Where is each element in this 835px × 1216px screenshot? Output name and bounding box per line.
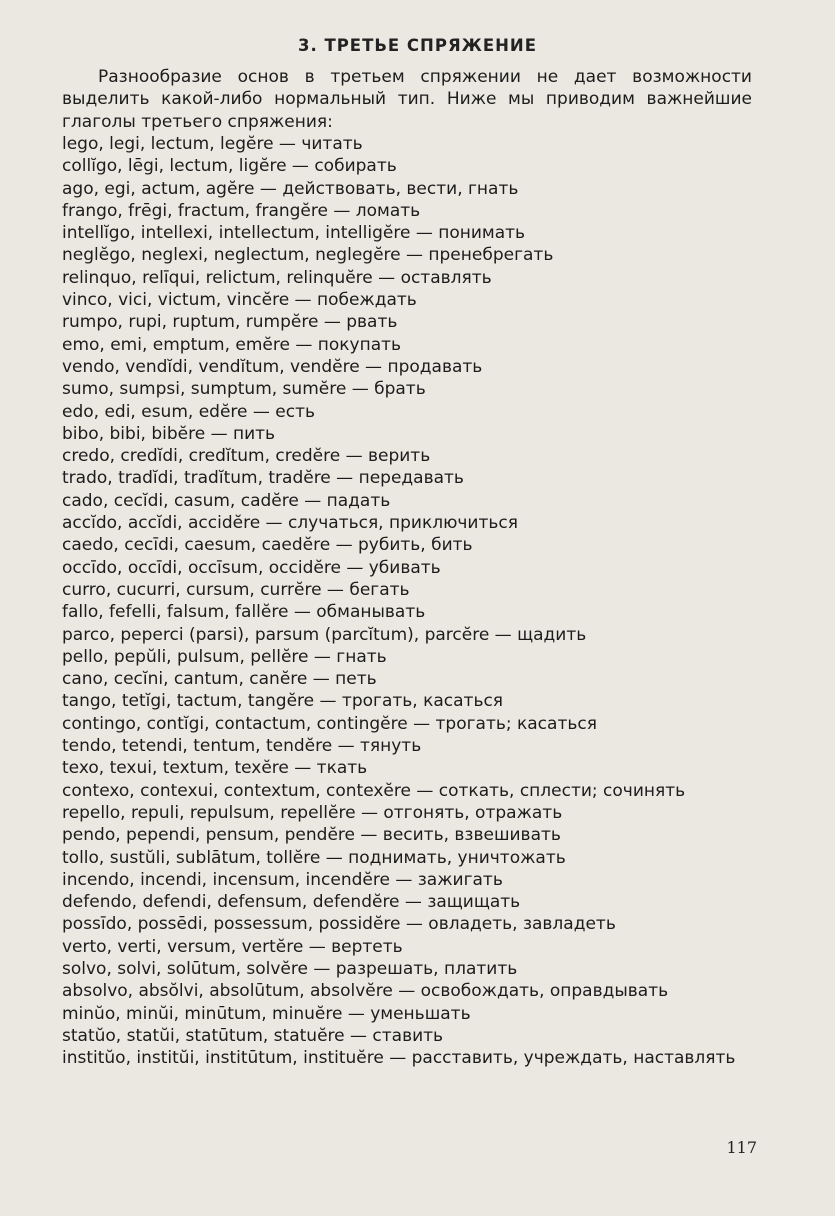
verb-entry: cano, cecĭni, cantum, canĕre — петь bbox=[62, 669, 377, 690]
section-heading: 3. ТРЕТЬЕ СПРЯЖЕНИЕ bbox=[297, 36, 538, 55]
page-number: 117 bbox=[726, 1138, 757, 1157]
verb-entry: contexo, contexui, contextum, contexĕre — соткать, сплести; сочинять bbox=[62, 780, 686, 801]
verb-entry: accĭdo, accĭdi, accidĕre — случаться, приключиться bbox=[62, 513, 518, 534]
intro-paragraph: Разнообразие основ в третьем спряжении не дает возможности выделить какой-либо нормальный тип. Ниже мы приводим важнейшие глаголы третьего спряжения: bbox=[62, 67, 752, 132]
verb-entry: credo, credĭdi, credĭtum, credĕre — верить bbox=[62, 446, 431, 467]
verb-entry: cado, cecĭdi, casum, cadĕre — падать bbox=[62, 490, 391, 511]
verb-entry: edo, edi, esum, edĕre — есть bbox=[62, 401, 316, 422]
verb-entry: trado, tradĭdi, tradĭtum, tradĕre — передавать bbox=[62, 468, 464, 489]
verb-entry: statŭo, statŭi, statūtum, statuĕre — ставить bbox=[62, 1025, 444, 1046]
verb-entry: institŭo, institŭi, institūtum, instituĕre — расставить, учреждать, наставлять bbox=[62, 1048, 736, 1069]
verb-entry: curro, cucurri, cursum, currĕre — бегать bbox=[62, 579, 410, 600]
verb-entry: tollo, sustŭli, sublātum, tollĕre — поднимать, уничтожать bbox=[62, 847, 566, 868]
verb-entry: pendo, pependi, pensum, pendĕre — весить, взвешивать bbox=[62, 825, 561, 846]
verb-entry: solvo, solvi, solūtum, solvĕre — разрешать, платить bbox=[62, 958, 518, 979]
verb-entry: sumo, sumpsi, sumptum, sumĕre — брать bbox=[62, 379, 426, 400]
verb-entry: contingo, contĭgi, contactum, contingĕre — трогать; касаться bbox=[62, 713, 597, 734]
verb-entry: bibo, bibi, bibĕre — пить bbox=[62, 423, 276, 444]
verb-entry: collĭgo, lēgi, lectum, ligĕre — собирать bbox=[62, 156, 397, 177]
verb-entry: fallo, fefelli, falsum, fallĕre — обманывать bbox=[62, 602, 426, 623]
verb-entry: relinquo, relīqui, relictum, relinquĕre — оставлять bbox=[62, 267, 492, 288]
verb-entry: vinco, vici, victum, vincĕre — побеждать bbox=[62, 290, 417, 311]
verb-entry: occīdo, occīdi, occīsum, occidĕre — убивать bbox=[62, 557, 441, 578]
verb-entry: parco, peperci (parsi), parsum (parcĭtum), parcĕre — щадить bbox=[62, 624, 587, 645]
verb-entry: emo, emi, emptum, emĕre — покупать bbox=[62, 334, 402, 355]
verb-entry: tango, tetĭgi, tactum, tangĕre — трогать, касаться bbox=[62, 691, 504, 712]
verb-entry: absolvo, absŏlvi, absolūtum, absolvĕre — освобождать, оправдывать bbox=[62, 981, 669, 1002]
verb-entry: pello, pepŭli, pulsum, pellĕre — гнать bbox=[62, 646, 387, 667]
verb-entry: minŭo, minŭi, minūtum, minuĕre — уменьшать bbox=[62, 1003, 471, 1024]
verb-entry: verto, verti, versum, vertĕre — вертеть bbox=[62, 936, 403, 957]
verb-entry: repello, repuli, repulsum, repellĕre — отгонять, отражать bbox=[62, 802, 563, 823]
verb-entry: frango, frēgi, fractum, frangĕre — ломать bbox=[62, 200, 421, 221]
verb-entry: vendo, vendĭdi, vendĭtum, vendĕre — продавать bbox=[62, 356, 483, 377]
verb-entry: texo, texui, textum, texĕre — ткать bbox=[62, 758, 368, 779]
verb-entry: rumpo, rupi, ruptum, rumpĕre — рвать bbox=[62, 312, 398, 333]
verb-list bbox=[62, 133, 760, 1069]
verb-entry: possīdo, possēdi, possessum, possidĕre — овладеть, завладеть bbox=[62, 914, 616, 935]
verb-entry: incendo, incendi, incensum, incendĕre — зажигать bbox=[62, 869, 503, 890]
verb-entry: defendo, defendi, defensum, defendĕre — защищать bbox=[62, 892, 521, 913]
verb-entry: ago, egi, actum, agĕre — действовать, вести, гнать bbox=[62, 178, 519, 199]
verb-entry: tendo, tetendi, tentum, tendĕre — тянуть bbox=[62, 736, 422, 757]
verb-entry: caedo, cecīdi, caesum, caedĕre — рубить, бить bbox=[62, 535, 473, 556]
verb-entry: intellĭgo, intellexi, intellectum, intelligĕre — понимать bbox=[62, 223, 526, 244]
verb-entry: lego, legi, lectum, legĕre — читать bbox=[62, 134, 363, 154]
verb-entry: neglĕgo, neglexi, neglectum, neglegĕre — пренебрегать bbox=[62, 245, 554, 266]
